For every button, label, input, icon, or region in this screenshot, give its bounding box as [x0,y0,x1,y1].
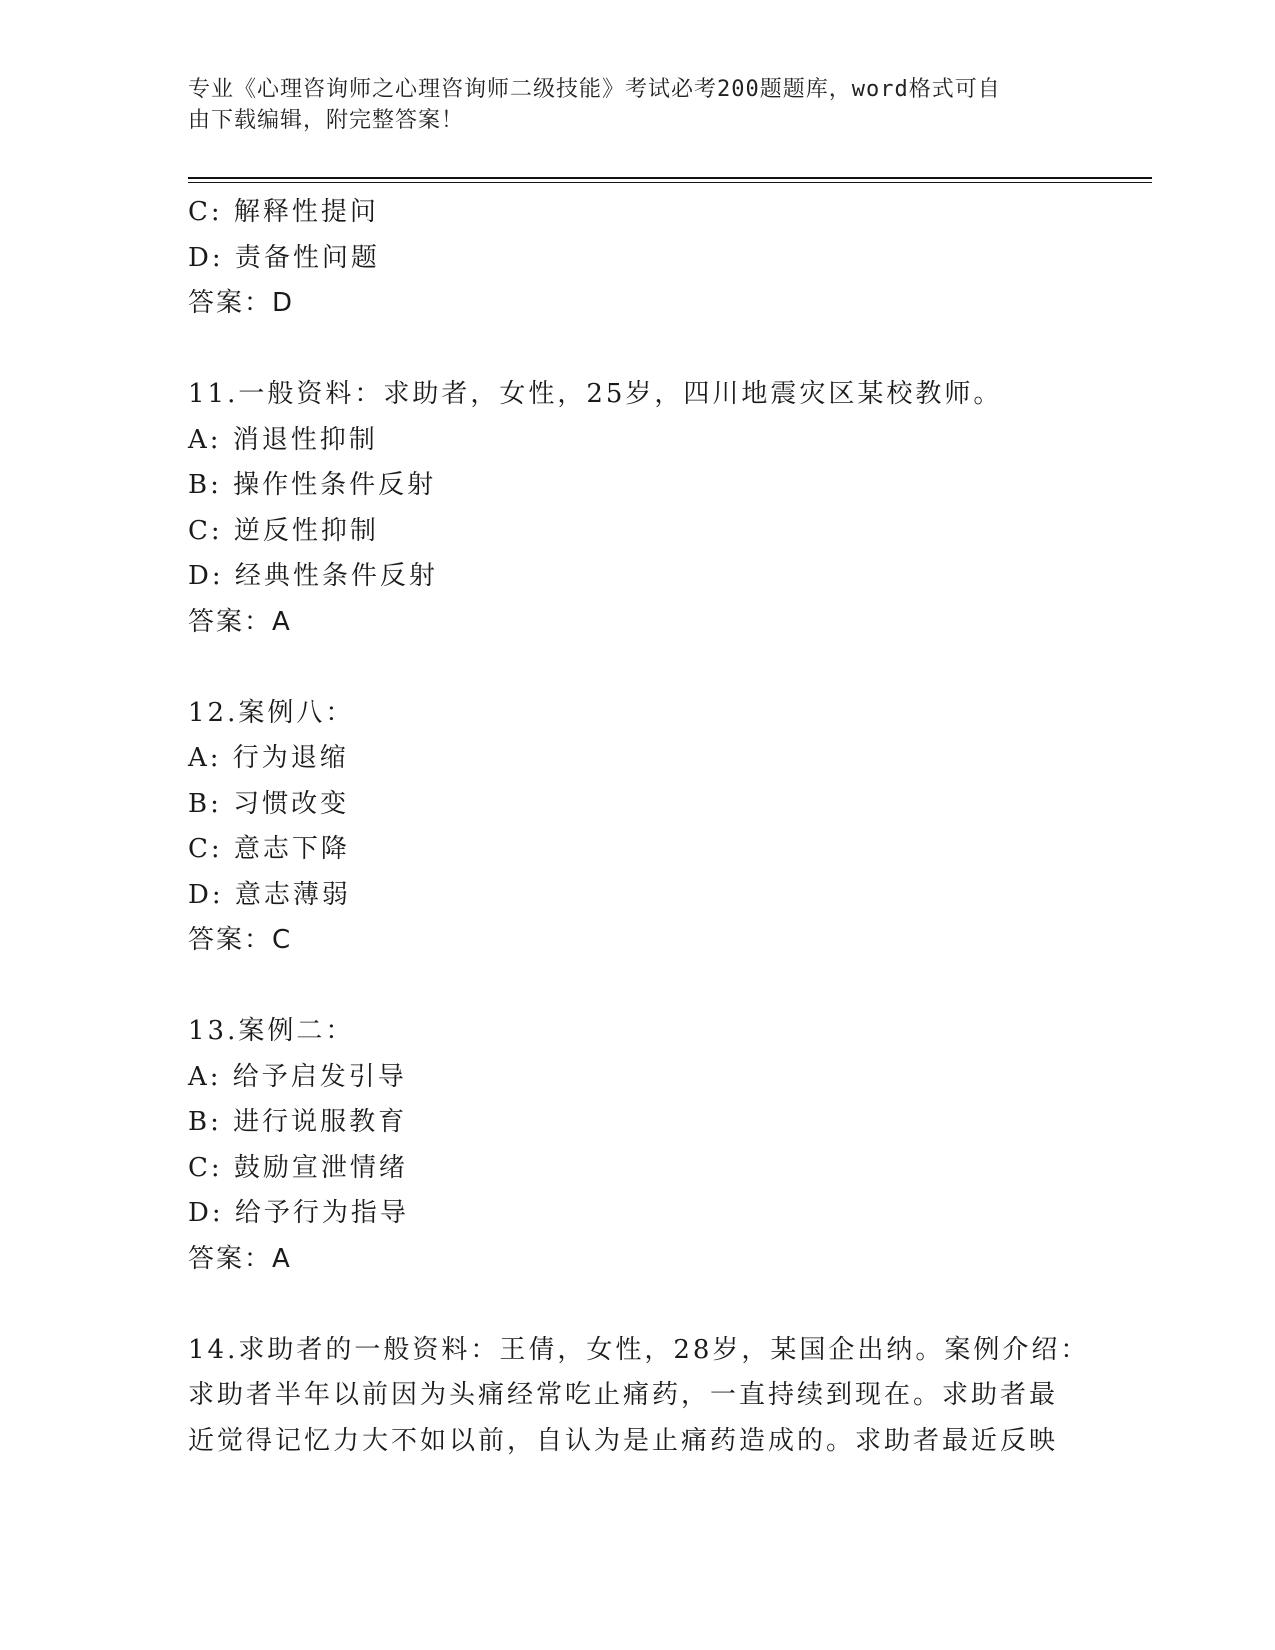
option-a: A: 给予启发引导 [188,1061,407,1092]
option-d: D: 给予行为指导 [188,1198,409,1228]
option-a: A: 消退性抑制 [188,424,378,455]
header-rule-thick [188,177,1152,179]
header-line-1: 专业《心理咨询师之心理咨询师二级技能》考试必考200题题库，word格式可自 [188,77,1001,102]
question-11 [188,372,1088,645]
question-stem-line-2: 求助者半年以前因为头痛经常吃止痛药，一直持续到现在。求助者最 [188,1380,1059,1410]
question-stem-line-1: 14.求助者的一般资料：王倩，女性，28岁，某国企出纳。案例介绍： [188,1334,1090,1365]
question-10-partial [188,190,1088,327]
option-b: B: 习惯改变 [188,788,350,819]
option-c: C: 逆反性抑制 [188,515,379,546]
answer: 答案：A [188,606,292,637]
option-c: C: 解释性提问 [188,197,379,227]
question-14 [188,1328,1088,1465]
question-stem-line-3: 近觉得记忆力大不如以前，自认为是止痛药造成的。求助者最近反映 [188,1425,1059,1456]
answer: 答案：C [188,925,293,955]
option-b: B: 操作性条件反射 [188,470,437,500]
option-d: D: 经典性条件反射 [188,561,438,591]
question-stem: 11.一般资料：求助者，女性，25岁，四川地震灾区某校教师。 [188,379,1003,409]
question-13 [188,1009,1088,1282]
header-line-2: 由下载编辑，附完整答案！ [188,108,465,133]
header-rule-thin [188,182,1152,183]
option-c: C: 意志下降 [188,834,350,864]
option-c: C: 鼓励宣泄情绪 [188,1152,408,1183]
option-a: A: 行为退缩 [188,743,349,773]
question-stem: 12.案例八： [188,697,355,728]
question-stem: 13.案例二： [188,1016,355,1046]
document-body [188,190,1088,1464]
option-d: D: 责备性问题 [188,242,380,273]
answer: 答案：D [188,288,295,318]
answer: 答案：A [188,1243,292,1274]
question-12 [188,691,1088,964]
document-header [188,74,1068,136]
option-d: D: 意志薄弱 [188,879,351,910]
option-b: B: 进行说服教育 [188,1107,408,1137]
